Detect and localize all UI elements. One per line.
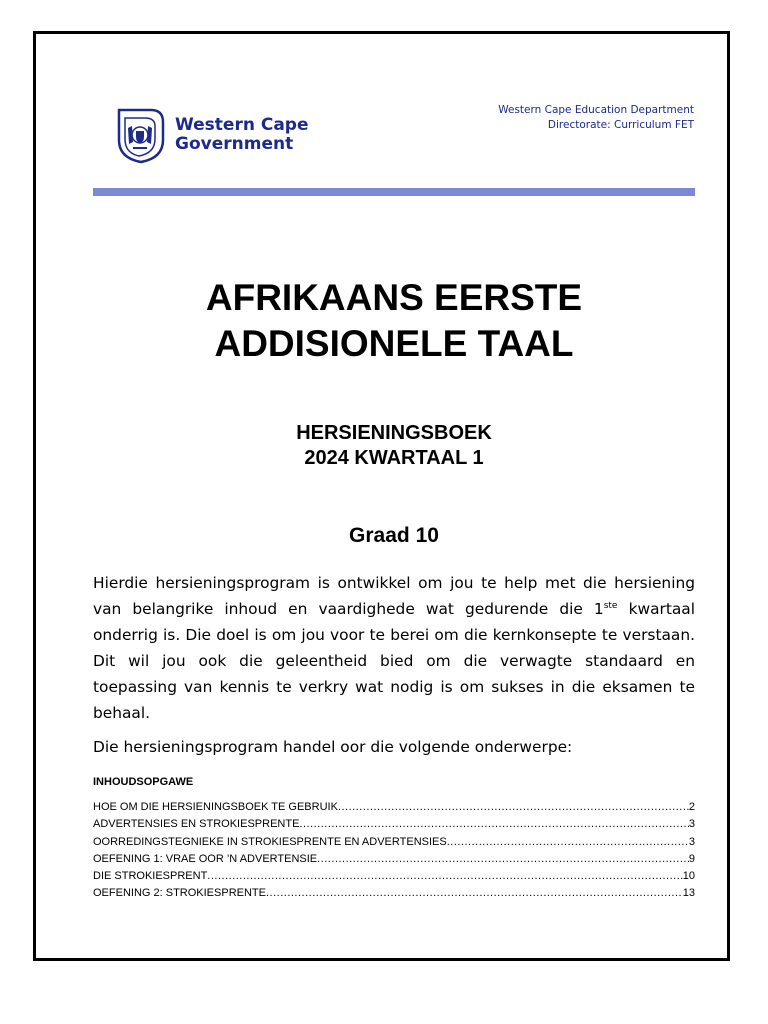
header-rule	[93, 188, 695, 196]
toc-entry-page: 13	[682, 887, 695, 900]
toc-entry-page: 9	[688, 852, 695, 865]
toc-entry[interactable]	[93, 816, 695, 833]
toc-heading: INHOUDSOPGAWE	[93, 776, 194, 788]
toc-entry[interactable]	[93, 834, 695, 851]
toc-entry-label: ADVERTENSIES EN STROKIESPRENTE	[93, 818, 300, 831]
table-of-contents	[93, 799, 695, 903]
subtitle-line2: 2024 KWARTAAL 1	[304, 447, 484, 469]
title-line2: ADDISIONELE TAAL	[214, 323, 574, 364]
toc-entry-label: OORREDINGSTEGNIEKE IN STROKIESPRENTE EN ADVERTENSIES	[93, 835, 447, 848]
toc-entry-label: DIE STROKIESPRENT	[93, 870, 208, 883]
topics-intro: Die hersieningsprogram handel oor die volgende onderwerpe:	[93, 738, 573, 756]
directorate-name: Directorate: Curriculum FET	[547, 119, 694, 131]
toc-leader-dots	[338, 799, 689, 816]
intro-text-part1: Hierdie hersieningsprogram is ontwikkel om jou te help met die hersiening van belangrike inhoud en vaardighede wat gedurende die 1	[93, 574, 695, 618]
logo-line1: Western Cape	[175, 115, 309, 135]
logo-text	[175, 116, 309, 154]
toc-leader-dots	[266, 885, 683, 902]
grade-label: Graad 10	[349, 524, 439, 547]
coat-of-arms-icon	[115, 106, 167, 164]
subtitle-line1: HERSIENINGSBOEK	[296, 422, 492, 444]
toc-leader-dots	[207, 868, 682, 885]
toc-entry[interactable]	[93, 868, 695, 885]
toc-entry[interactable]	[93, 799, 695, 816]
toc-leader-dots	[317, 851, 689, 868]
intro-text-part2: kwartaal onderrig is. Die doel is om jou voor te berei om die kernkonsepte te verstaan. Dit wil jou ook die geleentheid bied om die verwagte standaard en toepassing van kennis te verkry wat nodig is om sukses in die eksamen te behaal.	[93, 600, 696, 722]
intro-superscript: ste	[603, 600, 618, 611]
department-name: Western Cape Education Department	[498, 104, 694, 116]
toc-entry-page: 2	[688, 801, 695, 813]
toc-entry[interactable]	[93, 885, 695, 902]
toc-entry-label: HOE OM DIE HERSIENINGSBOEK TE GEBRUIK	[93, 801, 338, 813]
toc-entry-label: OEFENING 2: STROKIESPRENTE	[93, 887, 266, 900]
department-info	[498, 103, 694, 133]
document-subtitle	[93, 421, 695, 471]
toc-leader-dots	[447, 834, 689, 851]
toc-leader-dots	[299, 816, 688, 833]
toc-entry[interactable]	[93, 851, 695, 868]
document-title	[93, 275, 695, 367]
toc-entry-page: 3	[688, 835, 695, 848]
logo-line2: Government	[175, 134, 294, 154]
title-line1: AFRIKAANS EERSTE	[205, 277, 583, 318]
toc-entry-page: 10	[682, 870, 695, 883]
logo	[115, 106, 309, 164]
toc-entry-label: OEFENING 1: VRAE OOR ’N ADVERTENSIE	[93, 852, 318, 865]
intro-paragraph	[93, 570, 695, 726]
toc-entry-page: 3	[688, 818, 695, 831]
